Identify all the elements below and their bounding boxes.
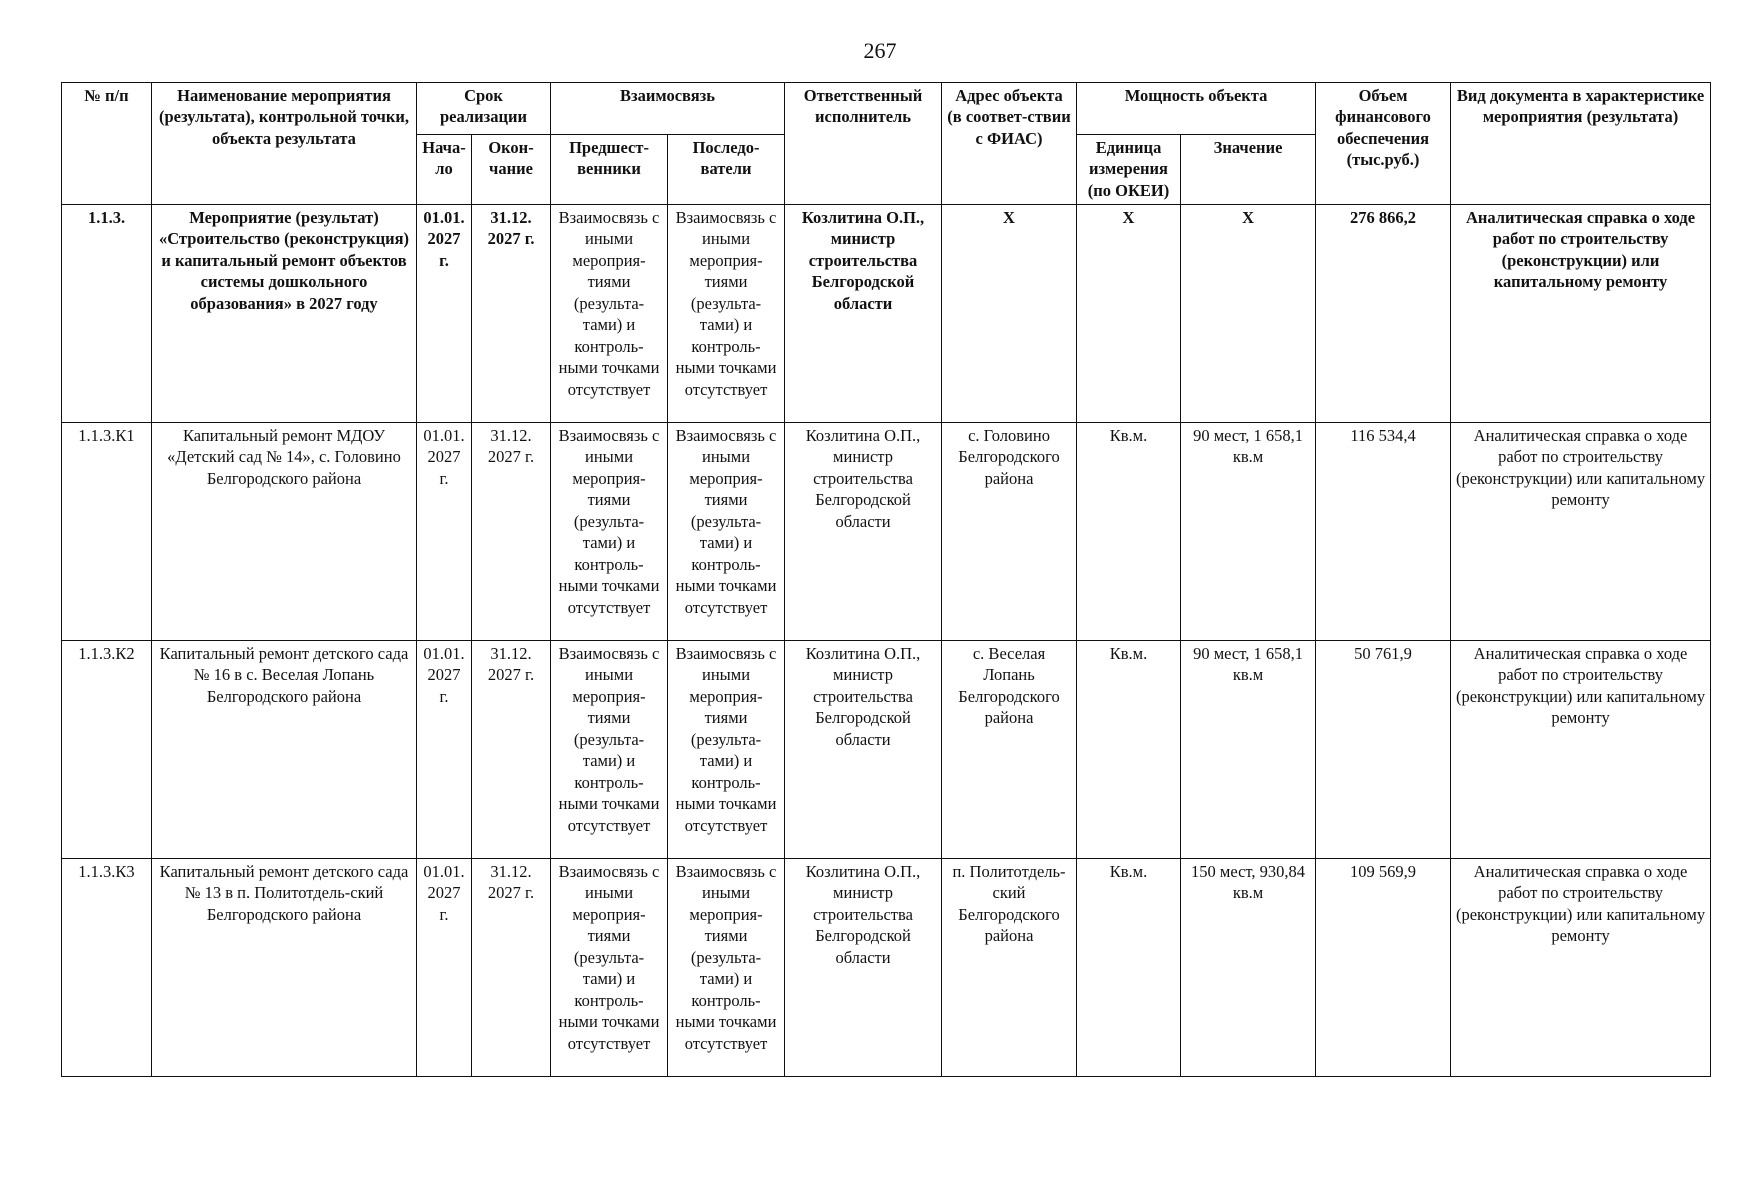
cell-num: 1.1.3.К2 xyxy=(62,641,152,859)
cell-next: Взаимосвязь с иными мероприя-тиями (результа-тами) и контроль-ными точками отсутствует xyxy=(668,859,785,1077)
cell-num: 1.1.3.К3 xyxy=(62,859,152,1077)
header-term-start: Нача-ло xyxy=(417,135,472,205)
cell-unit: Кв.м. xyxy=(1077,641,1181,859)
cell-financing: 109 569,9 xyxy=(1316,859,1451,1077)
cell-responsible: Козлитина О.П., министр строительства Белгородской области xyxy=(785,859,942,1077)
cell-name: Мероприятие (результат) «Строительство (реконструкция) и капитальный ремонт объектов системы дошкольного образования» в 2027 году xyxy=(152,205,417,423)
table-row xyxy=(62,641,1711,859)
cell-responsible: Козлитина О.П., министр строительства Белгородской области xyxy=(785,205,942,423)
header-link: Взаимосвязь xyxy=(551,83,785,135)
cell-document: Аналитическая справка о ходе работ по строительству (реконструкции) или капитальному ремонту xyxy=(1451,859,1711,1077)
table-row xyxy=(62,423,1711,641)
cell-num: 1.1.3. xyxy=(62,205,152,423)
plan-table xyxy=(61,82,1711,1077)
cell-address: п. Политотдель-ский Белгородского района xyxy=(942,859,1077,1077)
cell-responsible: Козлитина О.П., министр строительства Белгородской области xyxy=(785,423,942,641)
cell-unit: Х xyxy=(1077,205,1181,423)
cell-address: с. Веселая Лопань Белгородского района xyxy=(942,641,1077,859)
cell-next: Взаимосвязь с иными мероприя-тиями (результа-тами) и контроль-ными точками отсутствует xyxy=(668,205,785,423)
cell-start: 01.01. 2027 г. xyxy=(417,423,472,641)
header-document: Вид документа в характеристике мероприятия (результата) xyxy=(1451,83,1711,205)
cell-document: Аналитическая справка о ходе работ по строительству (реконструкции) или капитальному ремонту xyxy=(1451,423,1711,641)
cell-name: Капитальный ремонт детского сада № 16 в с. Веселая Лопань Белгородского района xyxy=(152,641,417,859)
cell-financing: 116 534,4 xyxy=(1316,423,1451,641)
cell-end: 31.12. 2027 г. xyxy=(472,423,551,641)
header-link-prev: Предшест-венники xyxy=(551,135,668,205)
header-power: Мощность объекта xyxy=(1077,83,1316,135)
cell-responsible: Козлитина О.П., министр строительства Белгородской области xyxy=(785,641,942,859)
cell-value: Х xyxy=(1181,205,1316,423)
table-row xyxy=(62,205,1711,423)
cell-end: 31.12. 2027 г. xyxy=(472,205,551,423)
table-body xyxy=(62,205,1711,1077)
cell-address: с. Головино Белгородского района xyxy=(942,423,1077,641)
cell-financing: 50 761,9 xyxy=(1316,641,1451,859)
table-header xyxy=(62,83,1711,205)
cell-document: Аналитическая справка о ходе работ по строительству (реконструкции) или капитальному ремонту xyxy=(1451,205,1711,423)
header-term-end: Окон-чание xyxy=(472,135,551,205)
cell-document: Аналитическая справка о ходе работ по строительству (реконструкции) или капитальному ремонту xyxy=(1451,641,1711,859)
header-address: Адрес объекта (в соответ-ствии с ФИАС) xyxy=(942,83,1077,205)
header-link-next: Последо-ватели xyxy=(668,135,785,205)
cell-start: 01.01. 2027 г. xyxy=(417,205,472,423)
cell-next: Взаимосвязь с иными мероприя-тиями (результа-тами) и контроль-ными точками отсутствует xyxy=(668,423,785,641)
header-financing: Объем финансового обеспечения (тыс.руб.) xyxy=(1316,83,1451,205)
cell-num: 1.1.3.К1 xyxy=(62,423,152,641)
cell-name: Капитальный ремонт детского сада № 13 в п. Политотдель-ский Белгородского района xyxy=(152,859,417,1077)
cell-prev: Взаимосвязь с иными мероприя-тиями (результа-тами) и контроль-ными точками отсутствует xyxy=(551,423,668,641)
cell-next: Взаимосвязь с иными мероприя-тиями (результа-тами) и контроль-ными точками отсутствует xyxy=(668,641,785,859)
cell-unit: Кв.м. xyxy=(1077,423,1181,641)
cell-name: Капитальный ремонт МДОУ «Детский сад № 14», с. Головино Белгородского района xyxy=(152,423,417,641)
cell-end: 31.12. 2027 г. xyxy=(472,641,551,859)
cell-value: 90 мест, 1 658,1 кв.м xyxy=(1181,641,1316,859)
cell-prev: Взаимосвязь с иными мероприя-тиями (результа-тами) и контроль-ными точками отсутствует xyxy=(551,859,668,1077)
header-name: Наименование мероприятия (результата), контрольной точки, объекта результата xyxy=(152,83,417,205)
header-term: Срок реализации xyxy=(417,83,551,135)
cell-financing: 276 866,2 xyxy=(1316,205,1451,423)
cell-start: 01.01. 2027 г. xyxy=(417,859,472,1077)
cell-end: 31.12. 2027 г. xyxy=(472,859,551,1077)
cell-value: 150 мест, 930,84 кв.м xyxy=(1181,859,1316,1077)
page-number: 267 xyxy=(863,38,897,63)
cell-prev: Взаимосвязь с иными мероприя-тиями (результа-тами) и контроль-ными точками отсутствует xyxy=(551,205,668,423)
cell-start: 01.01. 2027 г. xyxy=(417,641,472,859)
table-row xyxy=(62,859,1711,1077)
cell-value: 90 мест, 1 658,1 кв.м xyxy=(1181,423,1316,641)
header-power-value: Значение xyxy=(1181,135,1316,205)
cell-unit: Кв.м. xyxy=(1077,859,1181,1077)
header-responsible: Ответственный исполнитель xyxy=(785,83,942,205)
cell-prev: Взаимосвязь с иными мероприя-тиями (результа-тами) и контроль-ными точками отсутствует xyxy=(551,641,668,859)
header-num: № п/п xyxy=(62,83,152,205)
cell-address: Х xyxy=(942,205,1077,423)
header-power-unit: Единица измерения (по ОКЕИ) xyxy=(1077,135,1181,205)
